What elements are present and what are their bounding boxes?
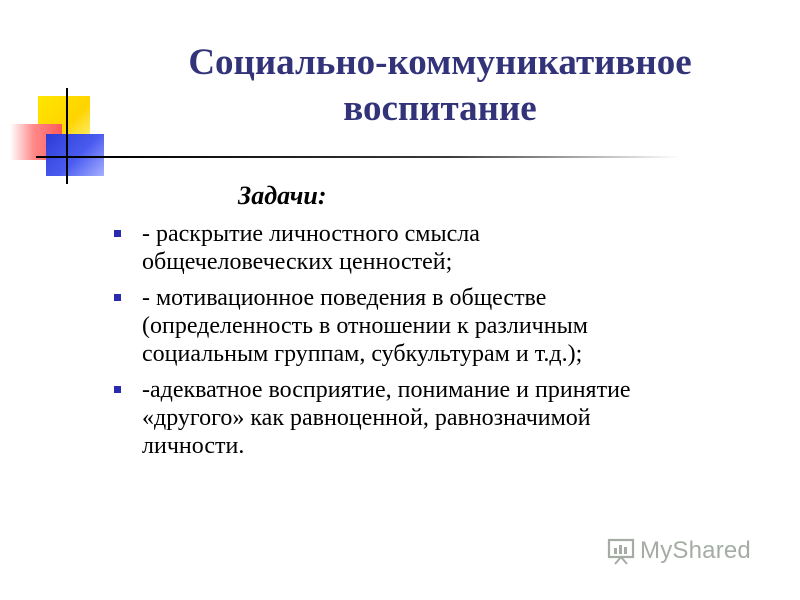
list-item [112,220,782,276]
bullet-line: социальным группам, субкультурам и т.д.); [142,341,583,367]
title-line-1: Социально-коммуникативное [188,42,692,83]
bullet-line: личности. [142,433,245,459]
bullet-line: (определенность в отношении к различным [142,313,588,339]
title-line-2: воспитание [343,88,537,129]
title-underline [100,156,680,158]
watermark-brand: MyShared [640,537,751,564]
list-item [112,284,782,368]
bullet-square-icon [114,294,121,301]
slide-title [120,40,760,132]
watermark[interactable] [606,536,751,566]
list-item [112,376,782,460]
bullet-line: - раскрытие личностного смысла [142,221,480,247]
bullet-line: «другого» как равноценной, равнозначимой [142,405,591,431]
blue-square [46,134,104,176]
presentation-board-icon [606,536,636,566]
bullet-square-icon [114,386,121,393]
horizontal-line [36,156,106,158]
bullet-list [112,220,782,460]
bullet-line: -адекватное восприятие, понимание и принятие [142,377,631,403]
bullet-square-icon [114,230,121,237]
bullet-line: общечеловеческих ценностей; [142,249,453,275]
vertical-line [66,88,68,184]
bullet-line: - мотивационное поведения в обществе [142,285,547,311]
slide-content [112,180,782,468]
decorative-squares-logo [0,80,140,190]
subheading: Задачи: [238,181,327,210]
